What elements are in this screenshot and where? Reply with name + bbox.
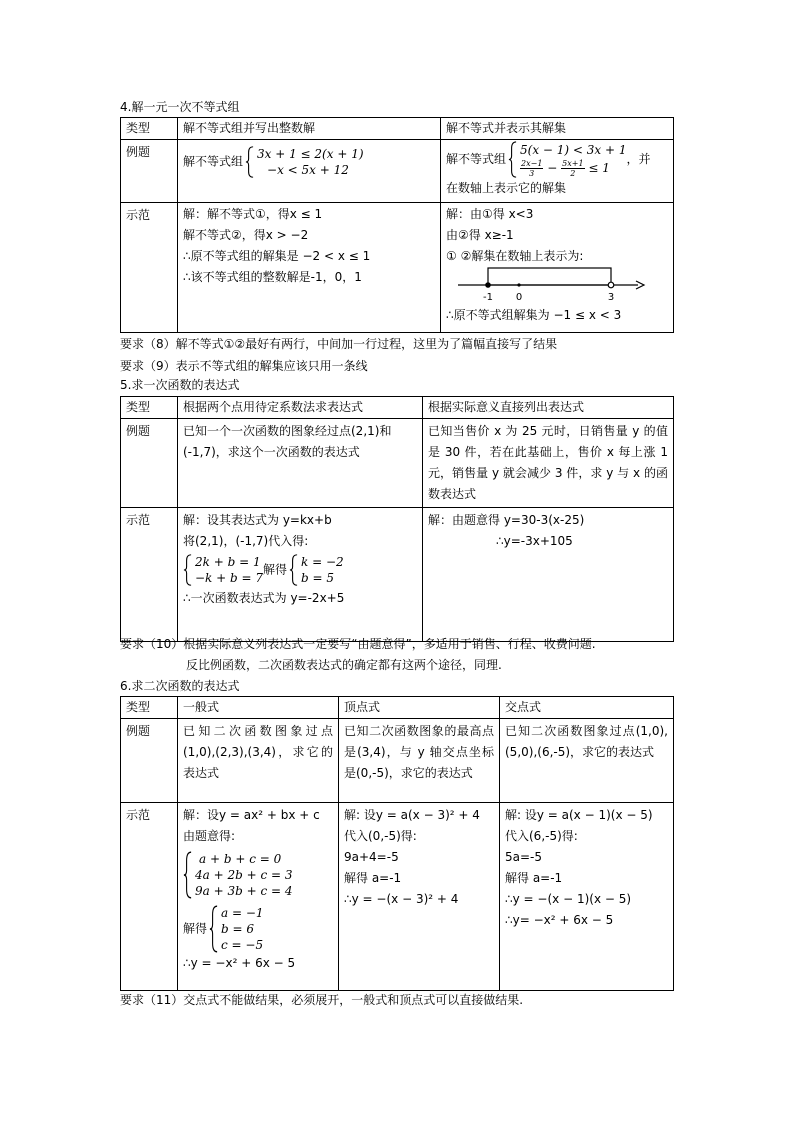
example-1-system: [245, 146, 364, 178]
requirement-9: 要求（9）表示不等式组的解集应该只用一条线: [120, 359, 368, 373]
header-col1: 解不等式组并写出整数解: [178, 118, 441, 140]
header-col2: 解不等式并表示其解集: [441, 118, 674, 140]
demo-2-line-1: 解：由①得 x<3: [446, 207, 534, 221]
row-label-demo: 示范: [121, 203, 178, 333]
demo-1-line-1: 解：设其表达式为 y=kx+b: [183, 513, 332, 527]
demo-2-cell: [423, 508, 674, 642]
general-system: [183, 851, 293, 899]
row-label-example: 例题: [121, 419, 178, 508]
general-result-a: a = −1: [221, 906, 264, 920]
header-col1: 根据两个点用待定系数法求表达式: [178, 397, 423, 419]
demo-general-cell: [178, 803, 339, 991]
example-2-system: [508, 141, 627, 178]
fraction-1-den: 3: [529, 169, 535, 178]
demo-2-line-2: 由②得 x≥-1: [446, 228, 514, 242]
demo-1-system: [183, 554, 263, 586]
demo-2-conclusion: ∴原不等式组解集为 −1 ≤ x < 3: [446, 308, 622, 322]
demo-vertex-cell: [339, 803, 500, 991]
general-eq-3: 9a + 3b + c = 4: [195, 884, 293, 898]
demo-1-line-3: ∴原不等式组的解集是 −2 < x ≤ 1: [183, 249, 371, 263]
fraction-1-num: 2x−1: [521, 159, 543, 168]
demo-2-line-1: 解：由题意得 y=30-3(x-25): [428, 513, 585, 527]
general-eq-2: 4a + 2b + c = 3: [195, 868, 293, 882]
tick-label-minus-1: -1: [483, 292, 493, 303]
number-line: [458, 267, 648, 305]
general-result: [209, 905, 264, 953]
header-vertex: 顶点式: [339, 697, 500, 719]
example-intercept-cell: 已知二次函数图象过点(1,0),(5,0),(6,-5)，求它的表达式: [500, 719, 674, 803]
example-1-line-1: 3x + 1 ≤ 2(x + 1): [257, 147, 364, 161]
example-2-cell: [441, 140, 674, 203]
header-type: 类型: [121, 697, 178, 719]
demo-1-line-2: 解不等式②，得x > −2: [183, 228, 309, 242]
result-line-1: k = −2: [301, 555, 344, 569]
requirement-10: 要求（10）根据实际意义列表达式一定要写“由题意得”，多适用于销售、行程、收费问题.: [120, 637, 596, 651]
header-intercept: 交点式: [500, 697, 674, 719]
intercept-line-4: 解得 a=-1: [505, 871, 563, 885]
demo-intercept-cell: [500, 803, 674, 991]
general-conclusion: ∴y = −x² + 6x − 5: [183, 956, 296, 970]
demo-1-result: [289, 554, 344, 586]
row-label-demo: 示范: [121, 508, 178, 642]
vertex-line-4: 解得 a=-1: [344, 871, 402, 885]
demo-1-systems: [183, 554, 417, 586]
example-2-suffix: ，并: [626, 152, 651, 166]
solution-box: [488, 268, 611, 285]
inequality-table: [120, 117, 674, 333]
demo-1-conclusion: ∴一次函数表达式为 y=-2x+5: [183, 591, 345, 605]
vertex-line-5: ∴y = −(x − 3)² + 4: [344, 892, 459, 906]
demo-2-line-2: ∴y=-3x+105: [496, 534, 573, 548]
tick-label-0: 0: [515, 292, 523, 303]
vertex-line-3: 9a+4=-5: [344, 850, 399, 864]
general-eq-1: a + b + c = 0: [199, 852, 282, 866]
demo-1-line-2: 将(2,1)，(-1,7)代入得:: [183, 534, 309, 548]
header-general: 一般式: [178, 697, 339, 719]
example-1-cell: 已知一个一次函数的图象经过点(2,1)和(-1,7)，求这个一次函数的表达式: [178, 419, 423, 508]
general-solution: [183, 905, 333, 953]
quadratic-function-table: [120, 696, 674, 991]
fraction-2-den: 2: [570, 169, 576, 178]
example-1-cell: [178, 140, 441, 203]
result-line-2: b = 5: [301, 571, 335, 585]
fraction-2: [561, 159, 584, 178]
minus-sign: −: [547, 161, 558, 175]
row-label-example: 例题: [121, 719, 178, 803]
general-solve-label: 解得: [183, 921, 208, 936]
example-2-suffix-line: 在数轴上表示它的解集: [446, 181, 567, 195]
demo-1-line-1: 解：解不等式①，得x ≤ 1: [183, 207, 323, 221]
intercept-line-1: 解: 设y = a(x − 1)(x − 5): [505, 808, 653, 822]
general-line-1: 解：设y = ax² + bx + c: [183, 808, 320, 822]
header-type: 类型: [121, 397, 178, 419]
example-1-line-2: −x < 5x + 12: [267, 163, 349, 177]
header-col2: 根据实际意义直接列出表达式: [423, 397, 674, 419]
example-2-line-1: 5(x − 1) < 3x + 1: [520, 143, 627, 157]
linear-function-table: [120, 396, 674, 642]
example-2-prefix: 解不等式组: [446, 152, 507, 166]
open-point: [608, 282, 614, 288]
system-line-2: −k + b = 7: [195, 571, 264, 585]
general-result-c: c = −5: [221, 938, 264, 952]
section-6-heading: 6.求二次函数的表达式: [120, 679, 240, 693]
fraction-1: [520, 159, 543, 178]
demo-2-line-3: ① ②解集在数轴上表示为:: [446, 249, 584, 263]
requirement-8: 要求（8）解不等式①②最好有两行，中间加一行过程，这里为了篇幅直接写了结果: [120, 337, 558, 351]
vertex-line-1: 解: 设y = a(x − 3)² + 4: [344, 808, 480, 822]
intercept-line-6: ∴y= −x² + 6x − 5: [505, 913, 614, 927]
demo-2-cell: [441, 203, 674, 333]
row-label-example: 例题: [121, 140, 178, 203]
example-1-prefix: 解不等式组: [183, 154, 244, 169]
intercept-line-5: ∴y = −(x − 1)(x − 5): [505, 892, 632, 906]
example-general-cell: 已知二次函数图象过点(1,0),(2,3),(3,4)，求它的表达式: [178, 719, 339, 803]
header-type: 类型: [121, 118, 178, 140]
example-2-cell: 已知当售价 x 为 25 元时，日销售量 y 的值是 30 件，若在此基础上，售价 x 每上涨 1 元，销售量 y 就会减少 3 件，求 y 与 x 的函数表达式: [423, 419, 674, 508]
row-label-demo: 示范: [121, 803, 178, 991]
requirement-10-continued: 反比例函数，二次函数表达式的确定都有这两个途径，同理.: [186, 658, 502, 672]
intercept-line-2: 代入(6,-5)得:: [505, 829, 578, 843]
vertex-line-2: 代入(0,-5)得:: [344, 829, 417, 843]
section-4-heading: 4.解一元一次不等式组: [120, 100, 240, 114]
example-vertex-cell: 已知二次函数图象的最高点是(3,4)，与 y 轴交点坐标是(0,-5)，求它的表达式: [339, 719, 500, 803]
requirement-11: 要求（11）交点式不能做结果，必须展开，一般式和顶点式可以直接做结果.: [120, 993, 524, 1007]
origin-point: [517, 283, 520, 286]
demo-1-line-4: ∴该不等式组的整数解是-1，0，1: [183, 270, 362, 284]
system-line-1: 2k + b = 1: [195, 555, 261, 569]
solid-point: [485, 282, 491, 288]
le-one: ≤ 1: [588, 161, 610, 175]
solve-label: 解得: [263, 562, 288, 577]
general-line-2: 由题意得:: [183, 829, 236, 843]
demo-1-cell: [178, 508, 423, 642]
example-2-line-2: [520, 159, 627, 178]
tick-label-3: 3: [607, 292, 615, 303]
demo-1-cell: [178, 203, 441, 333]
intercept-line-3: 5a=-5: [505, 850, 543, 864]
fraction-2-num: 5x+1: [562, 159, 584, 168]
section-5-heading: 5.求一次函数的表达式: [120, 378, 240, 392]
general-result-b: b = 6: [221, 922, 255, 936]
